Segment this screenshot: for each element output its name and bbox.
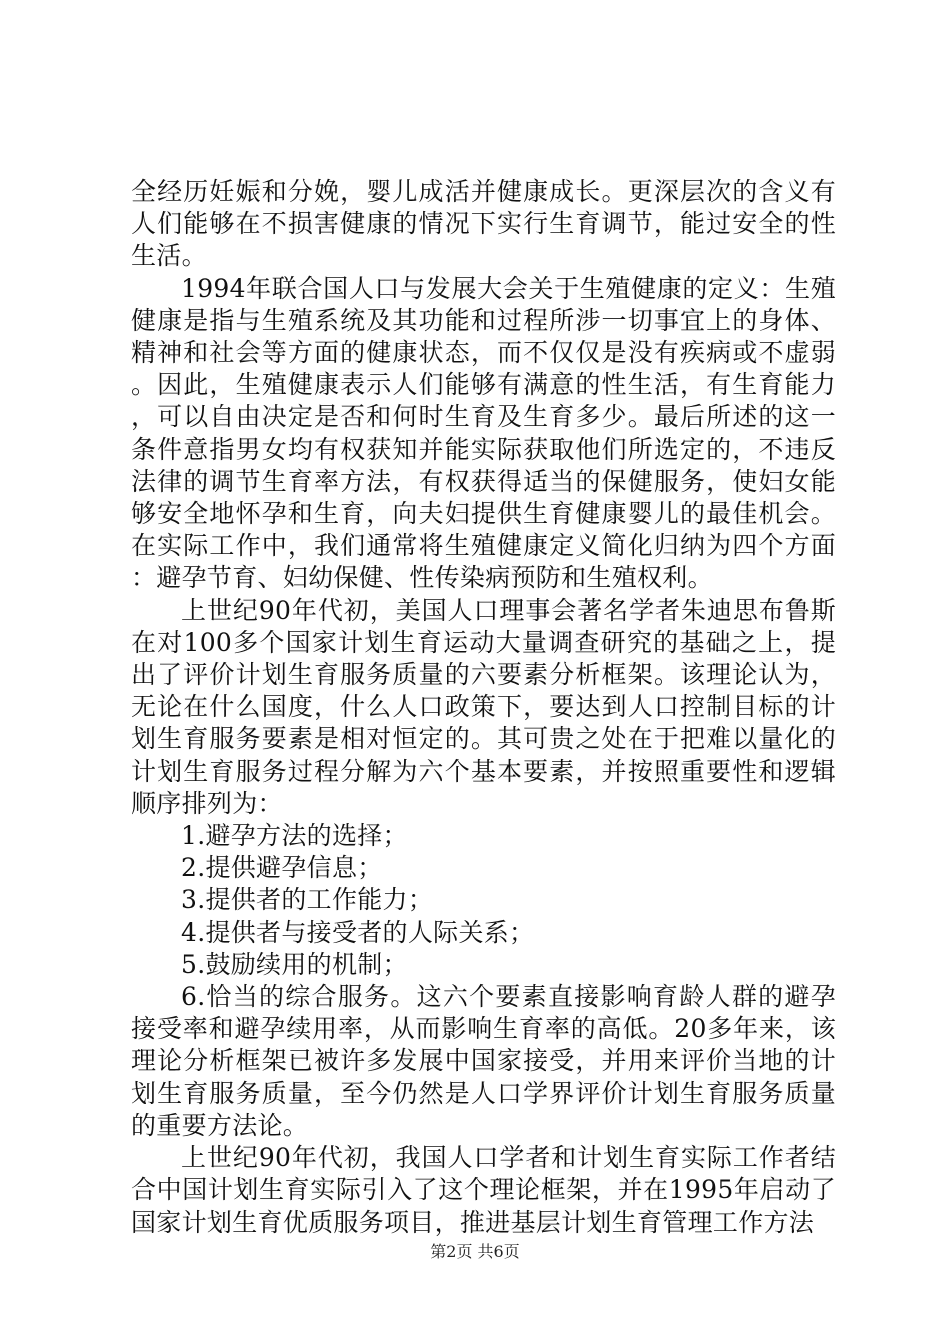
list-item: 3.提供者的工作能力； [181, 885, 434, 915]
list-item: 5.鼓励续用的机制； [181, 949, 408, 979]
paragraph-reproductive-health-definition: 1994年联合国人口与发展大会关于生殖健康的定义：生殖健康是指与生殖系统及其功能和过程所涉一切事宜上的身体、精神和社会等方面的健康状态，而不仅仅是没有疾病或不虚弱。因此，生殖健康表示人们能够有满意的性生活，有生育能力，可以自由决定是否和何时生育及生育多少。最后所述的这一条件意指男女均有权获知并能实际获取他们所选定的，不违反法律的调节生育率方法，有权获得适当的保健服务，使妇女能够安全地怀孕和生育，向夫妇提供生育健康婴儿的最佳机会。在实际工作中，我们通常将生殖健康定义简化归纳为四个方面：避孕节育、妇幼保健、性传染病预防和生殖权利。 [131, 273, 836, 593]
document-body [131, 176, 836, 1239]
list-item: 1.避孕方法的选择； [181, 821, 408, 851]
page-number-footer: 第2页 共6页 [430, 1242, 520, 1261]
paragraph-china-adoption: 上世纪90年代初，我国人口学者和计划生育实际工作者结合中国计划生育实际引入了这个理论框架，并在1995年启动了国家计划生育优质服务项目，推进基层计划生育管理工作方法 [131, 1143, 836, 1237]
paragraph-six-elements-framework: 上世纪90年代初，美国人口理事会著名学者朱迪思布鲁斯在对100多个国家计划生育运动大量调查研究的基础之上，提出了评价计划生育服务质量的六要素分析框架。该理论认为，无论在什么国度，什么人口政策下，要达到人口控制目标的计划生育服务要素是相对恒定的。其可贵之处在于把难以量化的计划生育服务过程分解为六个基本要素，并按照重要性和逻辑顺序排列为： [131, 595, 836, 818]
paragraph-continuation: 全经历妊娠和分娩，婴儿成活并健康成长。更深层次的含义有人们能够在不损害健康的情况下实行生育调节，能过安全的性生活。 [131, 177, 836, 271]
paragraph-sixth-element: 6.恰当的综合服务。这六个要素直接影响育龄人群的避孕接受率和避孕续用率，从而影响生育率的高低。20多年来，该理论分析框架已被许多发展中国家接受，并用来评价当地的计划生育服务质量，至今仍然是人口学界评价计划生育服务质量的重要方法论。 [131, 982, 836, 1140]
list-item: 2.提供避孕信息； [181, 853, 383, 883]
list-item: 4.提供者与接受者的人际关系； [181, 917, 535, 947]
